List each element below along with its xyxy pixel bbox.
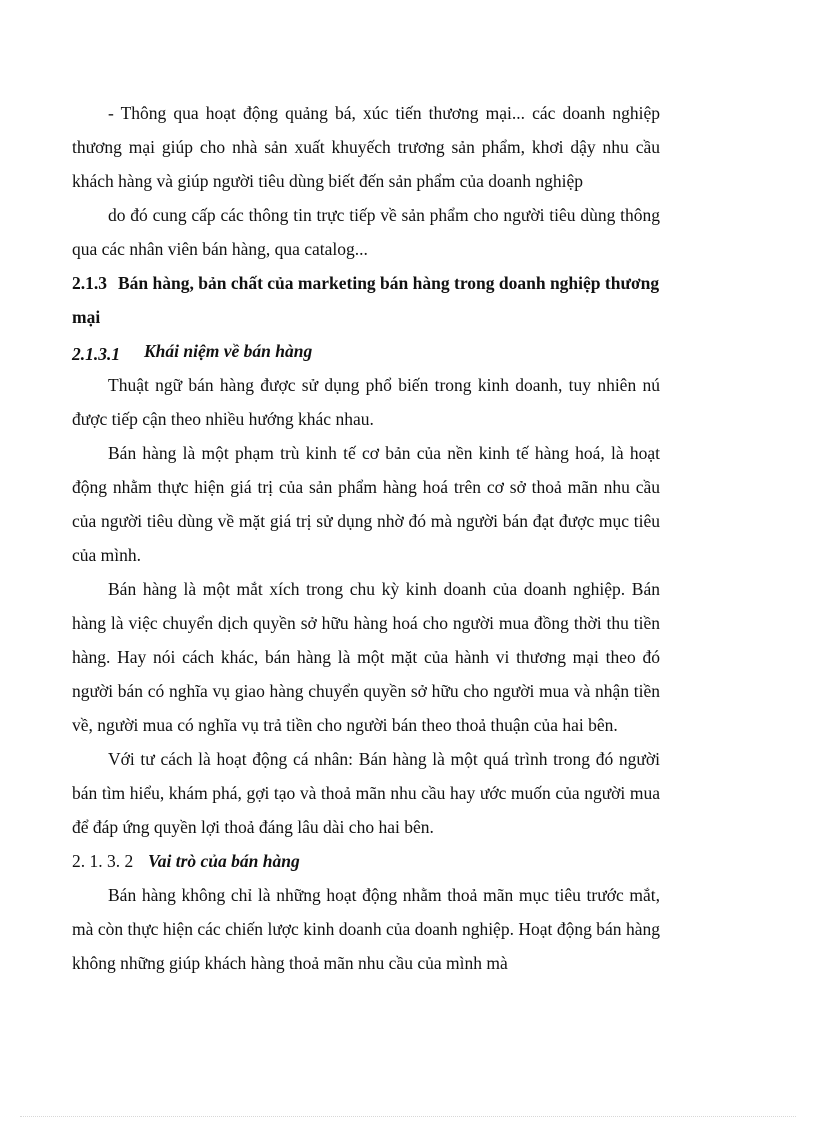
section-number: 2. 1. 3. 2 xyxy=(72,851,134,871)
concept-paragraph-3: Bán hàng là một mắt xích trong chu kỳ kinh doanh của doanh nghiệp. Bán hàng là việc chuyển dịch quyền sở hữu hàng hoá cho người mua đồng thời thu tiền hàng. Hay nói cách khác, bán hàng là một mặt của hành vi thương mại theo đó người bán có nghĩa vụ giao hàng chuyển quyền sở hữu cho người mua và nhận tiền về, người mua có nghĩa vụ trả tiền cho người bán theo thoả thuận của hai bên. xyxy=(72,579,660,735)
section-title: Vai trò của bán hàng xyxy=(148,851,300,871)
intro-paragraph-2: do đó cung cấp các thông tin trực tiếp về sản phẩm cho người tiêu dùng thông qua các nhân viên bán hàng, qua catalog... xyxy=(72,205,660,259)
section-number: 2.1.3 xyxy=(72,273,107,293)
section-title: Bán hàng, bản chất của marketing bán hàng trong doanh nghiệp thương mại xyxy=(72,273,660,327)
concept-paragraph-1: Thuật ngữ bán hàng được sử dụng phổ biến trong kinh doanh, tuy nhiên nú được tiếp cận theo nhiều hướng khác nhau. xyxy=(72,375,660,429)
role-paragraph-1: Bán hàng không chỉ là những hoạt động nhằm thoả mãn mục tiêu trước mắt, mà còn thực hiện các chiến lược kinh doanh của doanh nghiệp. Hoạt động bán hàng không những giúp khách hàng thoả mãn nhu cầu của mình mà xyxy=(72,885,660,973)
concept-paragraph-4: Với tư cách là hoạt động cá nhân: Bán hàng là một quá trình trong đó người bán tìm hiểu, khám phá, gợi tạo và thoả mãn nhu cầu hay ước muốn của người mua để đáp ứng quyền lợi thoả đáng lâu dài cho hai bên. xyxy=(72,749,660,837)
section-heading-2-1-3 xyxy=(72,266,660,334)
concept-paragraph-2: Bán hàng là một phạm trù kinh tế cơ bản của nền kinh tế hàng hoá, là hoạt động nhằm thực hiện giá trị của sản phẩm hàng hoá trên cơ sở thoả mãn nhu cầu của người tiêu dùng về mặt giá trị sử dụng nhờ đó mà người bán đạt được mục tiêu của mình. xyxy=(72,443,660,565)
section-number: 2.1.3.1 xyxy=(72,344,121,364)
intro-paragraph-1: - Thông qua hoạt động quảng bá, xúc tiến thương mại... các doanh nghiệp thương mại giúp cho nhà sản xuất khuyếch trương sản phẩm, khơi dậy nhu cầu khách hàng và giúp người tiêu dùng biết đến sản phẩm của doanh nghiệp xyxy=(72,103,660,191)
section-heading-2-1-3-2 xyxy=(72,844,660,878)
section-title: Khái niệm về bán hàng xyxy=(144,341,313,361)
document-page xyxy=(72,96,660,980)
section-heading-2-1-3-1 xyxy=(72,334,660,368)
page-bottom-divider xyxy=(20,1116,796,1117)
